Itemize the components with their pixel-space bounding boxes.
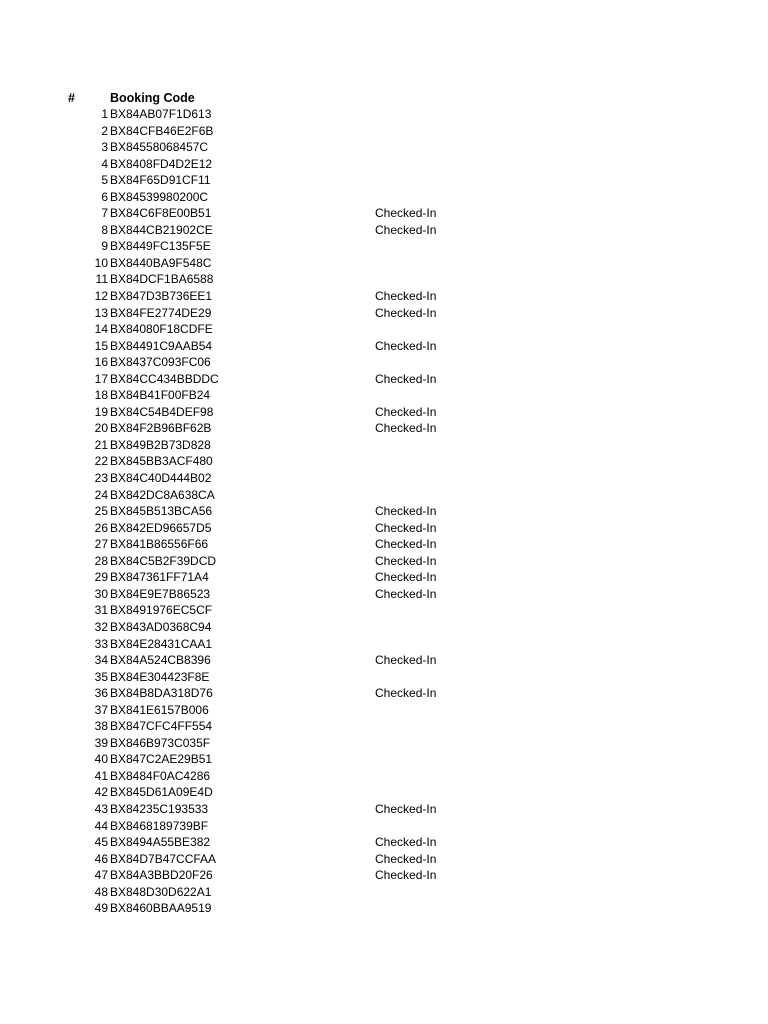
- table-row: [0, 702, 768, 719]
- checkin-status: Checked-In: [375, 305, 437, 320]
- column-header-number: #: [68, 91, 75, 105]
- table-row: [0, 238, 768, 255]
- row-number: 39: [94, 735, 108, 750]
- booking-code: BX8440BA9F548C: [110, 255, 212, 270]
- booking-code: BX849B2B73D828: [110, 437, 211, 452]
- checkin-status: Checked-In: [375, 553, 437, 568]
- booking-code: BX84C40D444B02: [110, 471, 212, 486]
- checkin-status: Checked-In: [375, 868, 437, 883]
- table-row: [0, 586, 768, 603]
- checkin-status: Checked-In: [375, 801, 437, 816]
- table-row: [0, 751, 768, 768]
- row-number: 12: [94, 289, 108, 304]
- booking-code: BX84C6F8E00B51: [110, 206, 212, 221]
- checkin-status: Checked-In: [375, 338, 437, 353]
- row-number: 40: [94, 752, 108, 767]
- row-number: 7: [101, 206, 108, 221]
- row-number: 45: [94, 835, 108, 850]
- table-row: [0, 321, 768, 338]
- table-row: [0, 437, 768, 454]
- booking-code: BX84C54B4DEF98: [110, 404, 214, 419]
- row-number: 28: [94, 553, 108, 568]
- row-number: 26: [94, 520, 108, 535]
- table-row: [0, 851, 768, 868]
- row-number: 6: [101, 189, 108, 204]
- booking-code: BX8408FD4D2E12: [110, 156, 213, 171]
- row-number: 31: [94, 603, 108, 618]
- row-number: 47: [94, 868, 108, 883]
- booking-code: BX8449FC135F5E: [110, 239, 211, 254]
- table-row: [0, 619, 768, 636]
- table-row: [0, 884, 768, 901]
- booking-code: BX847361FF71A4: [110, 570, 209, 585]
- table-row: [0, 139, 768, 156]
- table-row: [0, 172, 768, 189]
- booking-code: BX8491976EC5CF: [110, 603, 213, 618]
- table-row: [0, 569, 768, 586]
- table-row: [0, 156, 768, 173]
- booking-code: BX84F65D91CF11: [110, 173, 211, 188]
- table-row: [0, 354, 768, 371]
- booking-code: BX84F2B96BF62B: [110, 421, 212, 436]
- booking-code: BX842DC8A638CA: [110, 487, 215, 502]
- row-number: 14: [94, 322, 108, 337]
- row-number: 13: [94, 305, 108, 320]
- row-number: 11: [95, 272, 108, 287]
- table-row: [0, 718, 768, 735]
- booking-code: BX84080F18CDFE: [110, 322, 213, 337]
- booking-code: BX84DCF1BA6588: [110, 272, 214, 287]
- table-row: [0, 338, 768, 355]
- row-number: 5: [101, 173, 108, 188]
- checkin-status: Checked-In: [375, 586, 437, 601]
- table-row: [0, 470, 768, 487]
- table-row: [0, 900, 768, 917]
- row-number: 1: [101, 107, 108, 121]
- row-number: 16: [94, 355, 108, 370]
- table-row: [0, 503, 768, 520]
- booking-code: BX843AD0368C94: [110, 619, 212, 634]
- checkin-status: Checked-In: [375, 206, 437, 221]
- booking-code: BX8468189739BF: [110, 818, 209, 833]
- row-number: 3: [101, 140, 108, 155]
- row-number: 41: [94, 768, 108, 783]
- table-row: [0, 288, 768, 305]
- row-number: 46: [94, 851, 108, 866]
- checkin-status: Checked-In: [375, 835, 437, 850]
- row-number: 23: [94, 471, 108, 486]
- row-number: 29: [94, 570, 108, 585]
- row-number: 22: [94, 454, 108, 469]
- table-row: [0, 801, 768, 818]
- column-header-booking-code: Booking Code: [110, 91, 195, 105]
- table-row: [0, 205, 768, 222]
- row-number: 30: [94, 586, 108, 601]
- checkin-status: Checked-In: [375, 570, 437, 585]
- checkin-status: Checked-In: [375, 289, 437, 304]
- table-row: [0, 685, 768, 702]
- row-number: 49: [94, 901, 108, 916]
- row-number: 33: [94, 636, 108, 651]
- row-number: 38: [94, 719, 108, 734]
- booking-code: BX84A3BBD20F26: [110, 868, 213, 883]
- table-row: [0, 536, 768, 553]
- row-number: 35: [94, 669, 108, 684]
- booking-code: BX842ED96657D5: [110, 520, 212, 535]
- row-number: 25: [94, 504, 108, 519]
- booking-code: BX847C2AE29B51: [110, 752, 213, 767]
- checkin-status: Checked-In: [375, 537, 437, 552]
- row-number: 19: [94, 404, 108, 419]
- row-number: 17: [94, 371, 108, 386]
- row-number: 36: [94, 686, 108, 701]
- row-number: 20: [94, 421, 108, 436]
- booking-code: BX84CC434BBDDC: [110, 371, 219, 386]
- table-row: [0, 106, 768, 123]
- table-row: [0, 735, 768, 752]
- row-number: 21: [94, 437, 108, 452]
- table-row: [0, 123, 768, 140]
- booking-code: BX84D7B47CCFAA: [110, 851, 217, 866]
- row-number: 2: [101, 123, 108, 138]
- booking-code: BX844CB21902CE: [110, 222, 213, 237]
- row-number: 4: [101, 156, 108, 171]
- checkin-status: Checked-In: [375, 371, 437, 386]
- checkin-status: Checked-In: [375, 404, 437, 419]
- booking-code: BX84E28431CAA1: [110, 636, 213, 651]
- checkin-status: Checked-In: [375, 504, 437, 519]
- row-number: 18: [94, 388, 108, 403]
- row-number: 9: [101, 239, 108, 254]
- row-number: 42: [94, 785, 108, 800]
- booking-code: BX84235C193533: [110, 801, 209, 816]
- row-number: 8: [101, 222, 108, 237]
- booking-code: BX845B513BCA56: [110, 504, 213, 519]
- table-row: [0, 867, 768, 884]
- row-number: 34: [94, 653, 108, 668]
- row-number: 15: [94, 338, 108, 353]
- table-row: [0, 784, 768, 801]
- table-row: [0, 371, 768, 388]
- table-row: [0, 669, 768, 686]
- booking-code: BX847D3B736EE1: [110, 289, 213, 304]
- booking-code: BX84491C9AAB54: [110, 338, 213, 353]
- row-number: 27: [94, 537, 108, 552]
- table-row: [0, 520, 768, 537]
- booking-code: BX841B86556F66: [110, 537, 209, 552]
- row-number: 43: [94, 801, 108, 816]
- booking-code: BX84539980200C: [110, 189, 209, 204]
- booking-code: BX84558068457C: [110, 140, 209, 155]
- table-row: [0, 222, 768, 239]
- booking-code: BX845D61A09E4D: [110, 785, 213, 800]
- booking-code: BX84CFB46E2F6B: [110, 123, 214, 138]
- booking-code: BX84E9E7B86523: [110, 586, 211, 601]
- booking-code: BX841E6157B006: [110, 702, 209, 717]
- booking-code: BX84AB07F1D613: [110, 107, 212, 121]
- table-row: [0, 818, 768, 835]
- table-row: [0, 834, 768, 851]
- checkin-status: Checked-In: [375, 520, 437, 535]
- booking-code: BX8437C093FC06: [110, 355, 211, 370]
- row-number: 48: [94, 884, 108, 899]
- row-number: 32: [94, 619, 108, 634]
- table-row: [0, 305, 768, 322]
- checkin-status: Checked-In: [375, 686, 437, 701]
- booking-code: BX8494A55BE382: [110, 835, 211, 850]
- booking-code: BX848D30D622A1: [110, 884, 212, 899]
- table-row: [0, 255, 768, 272]
- booking-code: BX846B973C035F: [110, 735, 211, 750]
- booking-code: BX84C5B2F39DCD: [110, 553, 217, 568]
- booking-code: BX84B8DA318D76: [110, 686, 213, 701]
- table-row: [0, 652, 768, 669]
- booking-code: BX8484F0AC4286: [110, 768, 211, 783]
- row-number: 24: [94, 487, 108, 502]
- checkin-status: Checked-In: [375, 222, 437, 237]
- booking-code: BX8460BBAA9519: [110, 901, 212, 916]
- booking-code: BX845BB3ACF480: [110, 454, 213, 469]
- table-row: [0, 387, 768, 404]
- checkin-status: Checked-In: [375, 851, 437, 866]
- table-row: [0, 768, 768, 785]
- table-row: [0, 487, 768, 504]
- booking-code: BX84FE2774DE29: [110, 305, 212, 320]
- checkin-status: Checked-In: [375, 421, 437, 436]
- row-number: 10: [94, 255, 108, 270]
- table-row: [0, 602, 768, 619]
- table-row: [0, 420, 768, 437]
- table-row: [0, 404, 768, 421]
- booking-code: BX84A524CB8396: [110, 653, 211, 668]
- table-row: [0, 453, 768, 470]
- booking-code: BX84B41F00FB24: [110, 388, 211, 403]
- row-number: 37: [94, 702, 108, 717]
- booking-list: [0, 106, 768, 917]
- checkin-status: Checked-In: [375, 653, 437, 668]
- table-row: [0, 636, 768, 653]
- booking-code: BX847CFC4FF554: [110, 719, 213, 734]
- table-row: [0, 271, 768, 288]
- booking-code: BX84E304423F8E: [110, 669, 210, 684]
- table-row: [0, 553, 768, 570]
- table-row: [0, 189, 768, 206]
- row-number: 44: [94, 818, 108, 833]
